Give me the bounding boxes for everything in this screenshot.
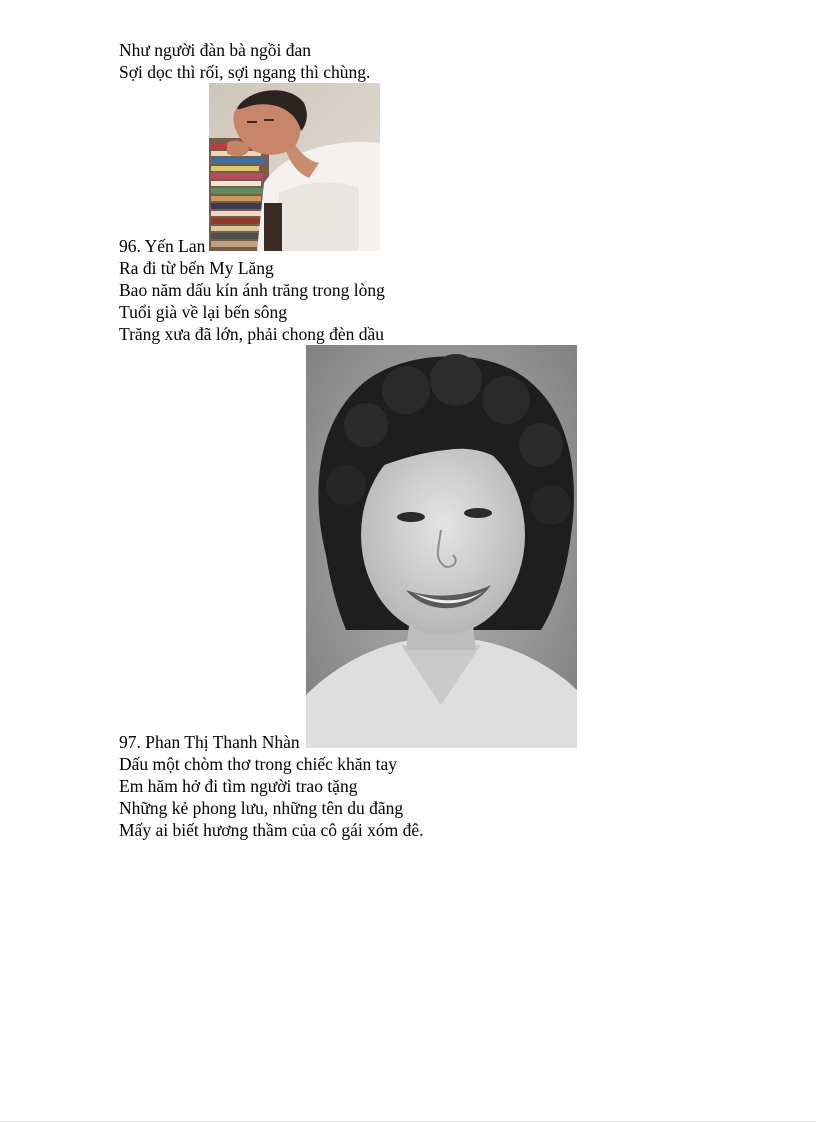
entry-96-line-3: Tuổi già về lại bến sông	[119, 302, 288, 322]
entry-96-line-2: Bao năm dấu kín ánh trăng trong lòng	[119, 280, 385, 300]
yen-lan-portrait-photo	[209, 83, 380, 251]
entry-97-line-4: Mấy ai biết hương thầm của cô gái xóm đê.	[119, 820, 424, 840]
entry-96-line-1: Ra đi từ bến My Lăng	[119, 258, 274, 278]
entry-96-heading: 96. Yến Lan	[119, 236, 206, 256]
entry-97-heading: 97. Phan Thị Thanh Nhàn	[119, 732, 300, 752]
entry-97-line-1: Dấu một chòm thơ trong chiếc khăn tay	[119, 754, 398, 774]
entry-97-line-2: Em hăm hở đi tìm người trao tặng	[119, 776, 358, 796]
portrait-photo-icon	[209, 83, 380, 251]
intro-poem-line-1: Như người đàn bà ngồi đan	[119, 40, 312, 60]
intro-poem-line-2: Sợi dọc thì rối, sợi ngang thì chùng.	[119, 62, 371, 82]
phan-thi-thanh-nhan-portrait-photo	[306, 345, 577, 748]
page-bottom-divider	[0, 1121, 816, 1122]
portrait-photo-icon	[306, 345, 577, 748]
entry-96-line-4: Trăng xưa đã lớn, phải chong đèn dầu	[119, 324, 384, 344]
entry-97-line-3: Những kẻ phong lưu, những tên du đãng	[119, 798, 404, 818]
